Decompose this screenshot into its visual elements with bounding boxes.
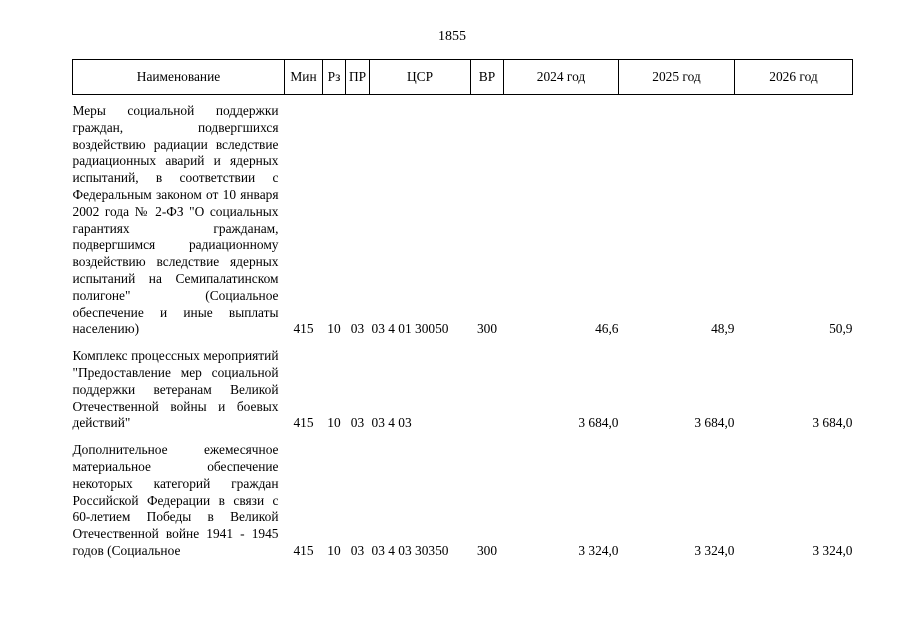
row-name: Дополнительное ежемесячное материальное обеспечение некоторых категорий граждан Российской Федерации в связи с 60-летием Победы в Великой Отечественной войне 1941 - 1945 годов (Социальное [72,442,279,558]
table-header-row [73,60,853,95]
header-rz: Рз [323,60,346,95]
row-2024: 3 684,0 [578,415,619,431]
row-2025: 3 684,0 [694,415,735,431]
header-pr: ПР [346,60,370,95]
row-pr: 03 [350,321,365,337]
row-min: 415 [293,321,314,337]
table-row [73,340,853,434]
row-csr: 03 4 01 30050 [371,321,449,337]
row-pr: 03 [350,415,365,431]
table-row [73,95,853,341]
row-rz: 10 [327,542,341,558]
header-csr: ЦСР [370,60,471,95]
row-vr [471,340,504,434]
row-name: Меры социальной поддержки граждан, подвергшихся воздействию радиации вследствие радиационных аварий и ядерных испытаний, в соответствии с Федеральным законом от 10 января 2002 года № 2-ФЗ "О социальных гарантиях гражданам, подвергшимся радиационному воздействию вследствие ядерных испытаний на Семипалатинском полигоне" (Социальное обеспечение и иные выплаты населению) [72,103,279,337]
row-2026: 3 684,0 [812,415,853,431]
row-vr: 300 [476,542,498,558]
row-pr: 03 [350,542,365,558]
page-number: 1855 [438,29,466,44]
row-2026: 3 324,0 [812,542,853,558]
row-2024: 3 324,0 [578,542,619,558]
budget-table [72,59,853,562]
row-min: 415 [293,542,314,558]
header-2026: 2026 год [735,60,853,95]
header-2024: 2024 год [504,60,619,95]
header-2025: 2025 год [619,60,735,95]
header-vr: ВР [471,60,504,95]
row-csr: 03 4 03 [371,415,412,431]
row-name: Комплекс процессных мероприятий "Предоставление мер социальной поддержки ветеранам Великой Отечественной войны и боевых действий" [72,348,279,431]
row-2025: 3 324,0 [694,542,735,558]
row-2025: 48,9 [711,321,735,337]
header-min: Мин [285,60,323,95]
row-2024: 46,6 [595,321,619,337]
table-row [73,434,853,562]
row-rz: 10 [327,415,341,431]
row-2026: 50,9 [829,321,853,337]
row-min: 415 [293,415,314,431]
row-rz: 10 [327,321,341,337]
row-csr: 03 4 03 30350 [371,542,449,558]
row-vr: 300 [476,321,498,337]
header-name: Наименование [73,60,285,95]
